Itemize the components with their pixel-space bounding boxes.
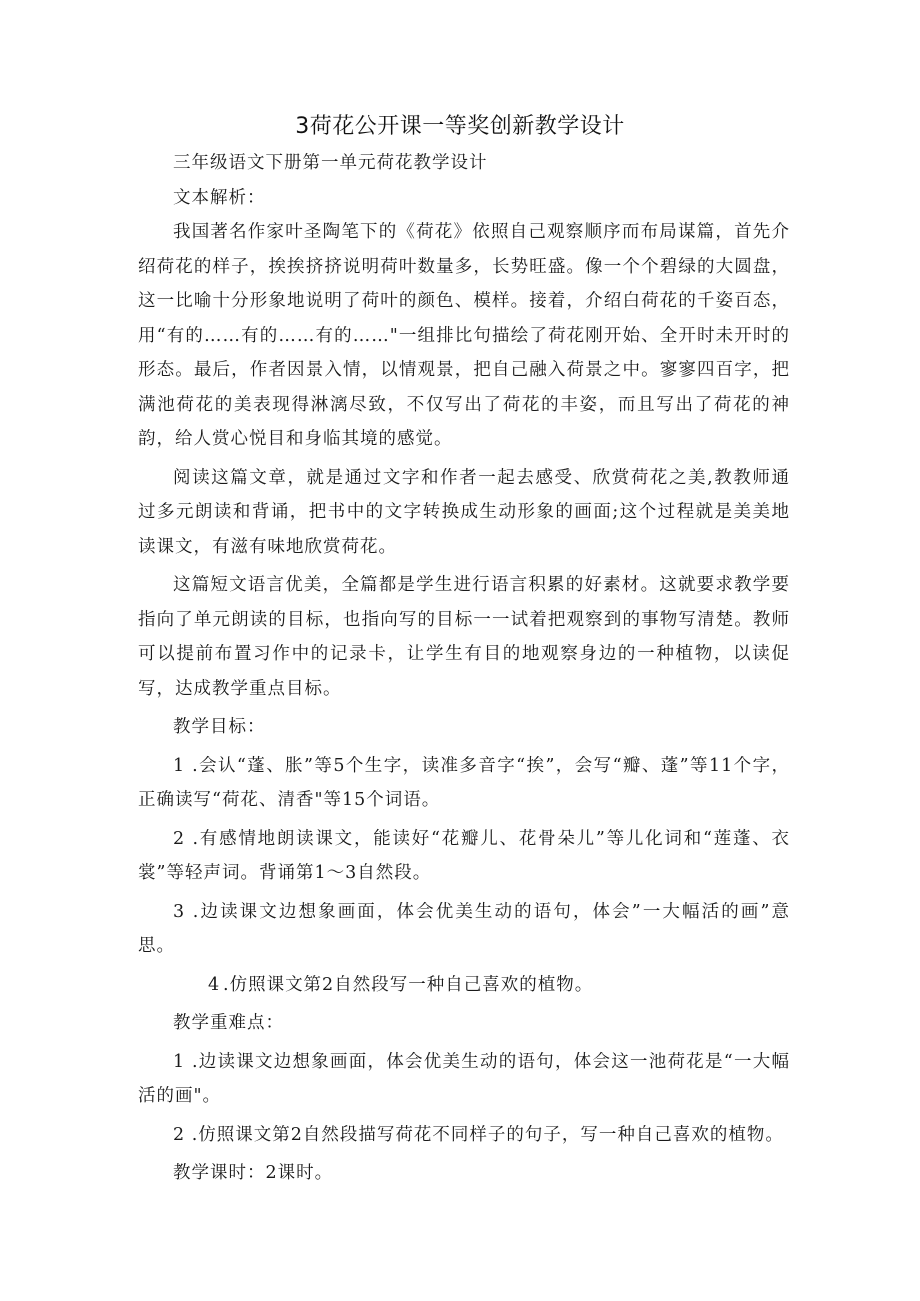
document-subtitle: 三年级语文下册第一单元荷花教学设计	[173, 153, 488, 173]
analysis-paragraph: 阅读这篇文章，就是通过文字和作者一起去感受、欣赏荷花之美,教教师通过多元朗读和背诵，把书中的文字转换成生动形象的画面;这个过程就是美美地读课文，有滋有味地欣赏荷花。	[138, 467, 790, 557]
section-heading-text-analysis: 文本解析：	[173, 187, 266, 208]
section-heading-objectives: 教学目标：	[173, 717, 266, 737]
analysis-paragraph: 这篇短文语言优美，全篇都是学生进行语言积累的好素材。这就要求教学要指向了单元朗读的目标，也指向写的目标一一试着把观察到的事物写清楚。教师可以提前布置习作中的记录卡，让学生有目的地观察身边的一种植物，以读促写，达成教学重点目标。	[138, 575, 790, 699]
class-hours: 教学课时：2课时。	[173, 1163, 334, 1183]
document-title: 3荷花公开课一等奖创新教学设计	[295, 114, 625, 139]
analysis-paragraph: 我国著名作家叶圣陶笔下的《荷花》依照自己观察顺序而布局谋篇，首先介绍荷花的样子，挨挨挤挤说明荷叶数量多，长势旺盛。像一个个碧绿的大圆盘，这一比喻十分形象地说明了荷叶的颜色、模样。接着，介绍白荷花的千姿百态，用“有的……有的……有的……"一组排比句描绘了荷花刚开始、全开时未开时的形态。最后，作者因景入情，以情观景，把自己融入荷景之中。寥寥四百字，把满池荷花的美表现得淋漓尽致，不仅写出了荷花的丰姿，而且写出了荷花的神韵，给人赏心悦目和身临其境的感觉。	[138, 222, 790, 449]
section-heading-key-points: 教学重难点：	[173, 1013, 284, 1033]
objective-item: 1 .会认“蓬、胀”等5个生字，读准多音字“挨”，会写“瓣、蓬”等11个字，正确读写“荷花、清香"等15个词语。	[138, 755, 790, 810]
key-point-item: 1 .边读课文边想象画面，体会优美生动的语句，体会这一池荷花是“一大幅活的画"。	[138, 1051, 790, 1106]
objective-number: 4	[208, 974, 221, 995]
objective-item	[138, 968, 790, 1003]
objective-item: 3 .边读课文边想象画面，体会优美生动的语句，体会”一大幅活的画”意思。	[138, 901, 790, 956]
objective-text: .仿照课文第2自然段写一种自己喜欢的植物。	[223, 974, 594, 995]
key-point-item: 2 .仿照课文第2自然段描写荷花不同样子的句子，写一种自己喜欢的植物。	[173, 1124, 784, 1145]
objective-item: 2 .有感情地朗读课文，能读好“花瓣儿、花骨朵儿”等儿化词和“莲蓬、衣裳”等轻声词。背诵第1～3自然段。	[138, 828, 790, 883]
document-body	[138, 146, 790, 1191]
